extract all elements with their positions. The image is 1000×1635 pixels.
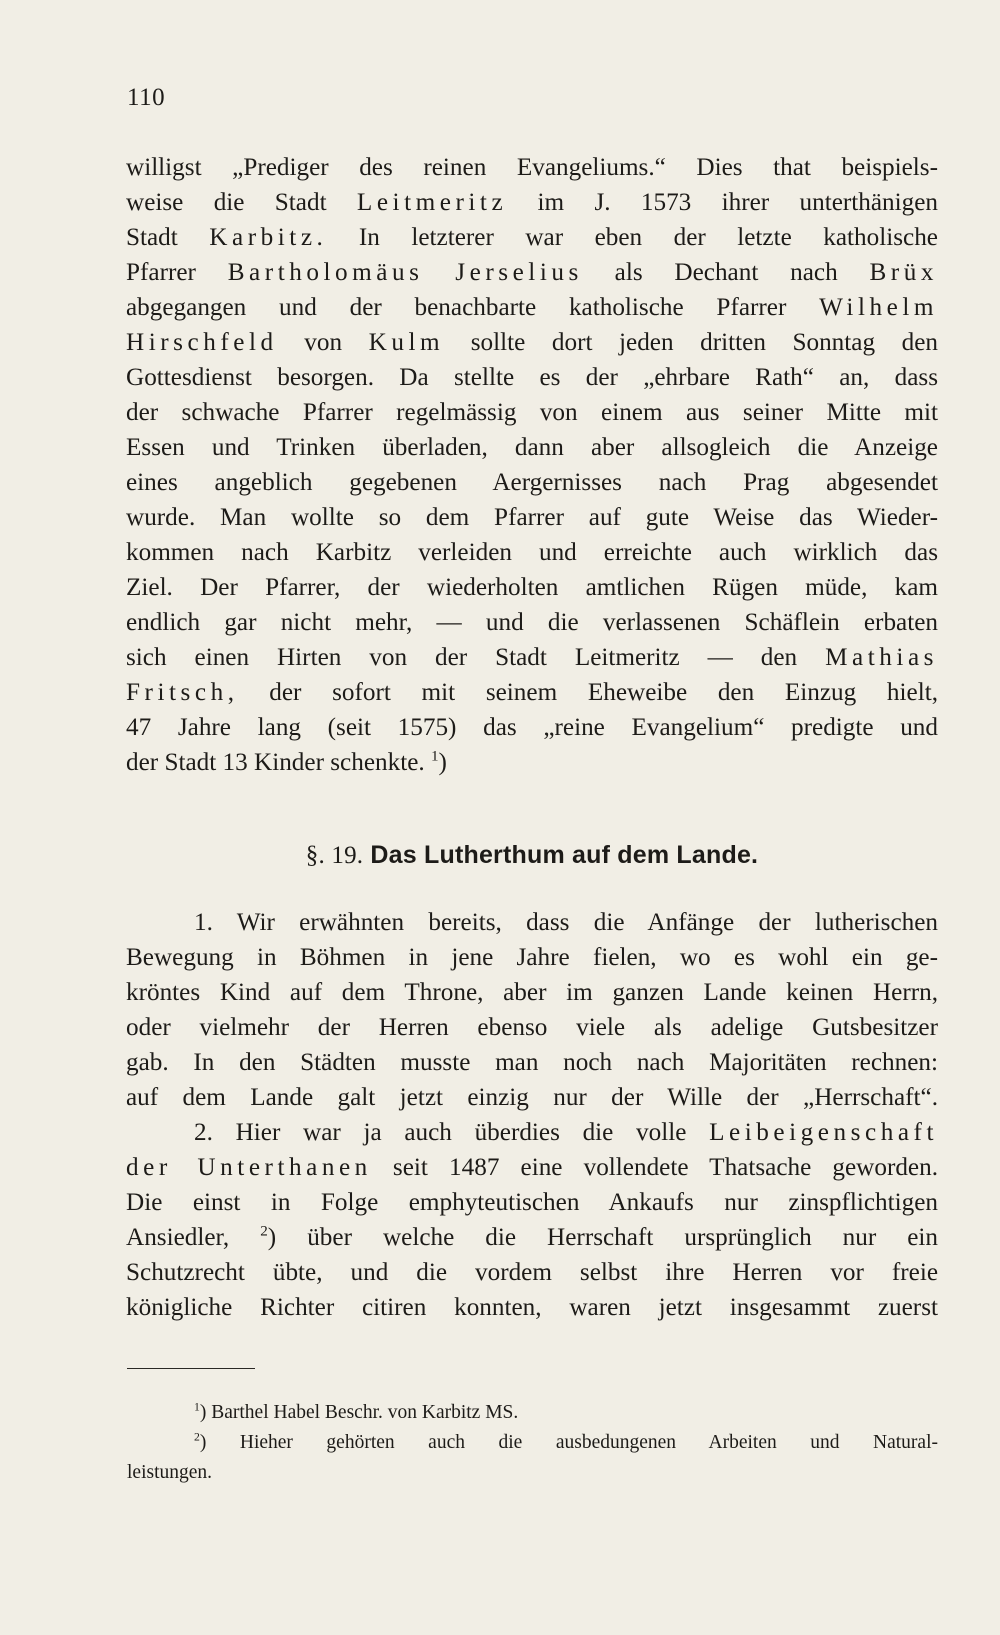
text-fragment: der Stadt 13 Kinder schenkte. bbox=[126, 749, 425, 776]
text-line-final bbox=[126, 745, 938, 780]
text-line: Bewegung in Böhmen in jene Jahre fielen, wo es wohl ein ge- bbox=[126, 944, 938, 971]
text-line: Gottesdienst besorgen. Da stellte es der „ehrbare Rath“ an, dass bbox=[126, 364, 938, 391]
footnote-marker: 1 bbox=[194, 1400, 200, 1414]
footnote-text: ) Barthel Habel Beschr. von Karbitz MS. bbox=[199, 1402, 519, 1423]
text-line: Ziel. Der Pfarrer, der wiederholten amtlichen Rügen müde, kam bbox=[126, 574, 938, 601]
footnote-divider bbox=[127, 1368, 255, 1369]
text-fragment: ) bbox=[267, 1224, 277, 1251]
footnote-continuation: leistungen. bbox=[127, 1462, 213, 1483]
page-number: 110 bbox=[127, 84, 166, 111]
text-line: 1. Wir erwähnten bereits, dass die Anfänge der lutherischen bbox=[194, 909, 938, 936]
text-line: wurde. Man wollte so dem Pfarrer auf gute Weise das Wieder- bbox=[126, 504, 938, 531]
footnote-marker: 2 bbox=[194, 1430, 200, 1444]
section-number: §. 19. bbox=[305, 842, 364, 869]
text-line: Die einst in Folge emphyteutischen Ankaufs nur zinspflichtigen bbox=[126, 1189, 938, 1216]
text-line: eines angeblich gegebenen Aergernisses nach Prag abgesendet bbox=[126, 469, 938, 496]
text-line: gab. In den Städten musste man noch nach Majoritäten rechnen: bbox=[126, 1049, 938, 1076]
text-line-with-footnote bbox=[126, 1220, 938, 1255]
text-line: Hirschfeld von Kulm sollte dort jeden dritten Sonntag den bbox=[126, 329, 938, 356]
text-line: willigst „Prediger des reinen Evangeliums.“ Dies that beispiels- bbox=[126, 154, 938, 181]
footnote-reference: 1 bbox=[430, 748, 439, 765]
text-line: abgegangen und der benachbarte katholische Pfarrer Wilhelm bbox=[126, 294, 938, 321]
text-line: der Unterthanen seit 1487 eine vollendete Thatsache geworden. bbox=[126, 1154, 939, 1181]
text-line: 2. Hier war ja auch überdies die volle Leibeigenschaft bbox=[194, 1119, 938, 1146]
text-line: königliche Richter citiren konnten, waren jetzt insgesammt zuerst bbox=[126, 1294, 938, 1321]
footnotes bbox=[127, 1398, 938, 1488]
footnote-text: ) Hieher gehörten auch die ausbedungenen Arbeiten und Natural- bbox=[199, 1432, 938, 1453]
text-line: weise die Stadt Leitmeritz im J. 1573 ihrer unterthänigen bbox=[126, 189, 938, 216]
text-line: 47 Jahre lang (seit 1575) das „reine Evangelium“ predigte und bbox=[126, 714, 938, 741]
text-line: kröntes Kind auf dem Throne, aber im ganzen Lande keinen Herrn, bbox=[126, 979, 938, 1006]
text-line: Schutzrecht übte, und die vordem selbst ihre Herren vor freie bbox=[126, 1259, 938, 1286]
text-line: sich einen Hirten von der Stadt Leitmeritz — den Mathias bbox=[126, 644, 938, 671]
text-line: Pfarrer Bartholomäus Jerselius als Dechant nach Brüx bbox=[126, 259, 938, 286]
text-fragment: über welche die Herrschaft ursprünglich nur ein bbox=[307, 1224, 939, 1251]
footnote-reference: 2 bbox=[260, 1223, 268, 1240]
section-heading bbox=[126, 838, 938, 873]
text-line: Fritsch, der sofort mit seinem Eheweibe den Einzug hielt, bbox=[126, 679, 938, 706]
text-line: oder vielmehr der Herren ebenso viele als adelige Gutsbesitzer bbox=[126, 1014, 938, 1041]
text-fragment: Ansiedler, bbox=[126, 1224, 230, 1251]
section-title: Das Lutherthum auf dem Lande. bbox=[370, 841, 759, 869]
text-line: Stadt Karbitz. In letzterer war eben der letzte katholische bbox=[126, 224, 938, 251]
section-body bbox=[126, 905, 938, 1325]
text-line: auf dem Lande galt jetzt einzig nur der Wille der „Herrschaft“. bbox=[126, 1084, 938, 1111]
text-line: endlich gar nicht mehr, — und die verlassenen Schäflein erbaten bbox=[126, 609, 938, 636]
footnote bbox=[127, 1428, 938, 1458]
text-fragment: ) bbox=[438, 749, 447, 776]
text-line: Essen und Trinken überladen, dann aber allsogleich die Anzeige bbox=[126, 434, 938, 461]
footnote bbox=[127, 1398, 938, 1428]
paragraph-continued bbox=[126, 150, 938, 780]
text-line: der schwache Pfarrer regelmässig von einem aus seiner Mitte mit bbox=[126, 399, 938, 426]
text-line: kommen nach Karbitz verleiden und erreichte auch wirklich das bbox=[126, 539, 938, 566]
